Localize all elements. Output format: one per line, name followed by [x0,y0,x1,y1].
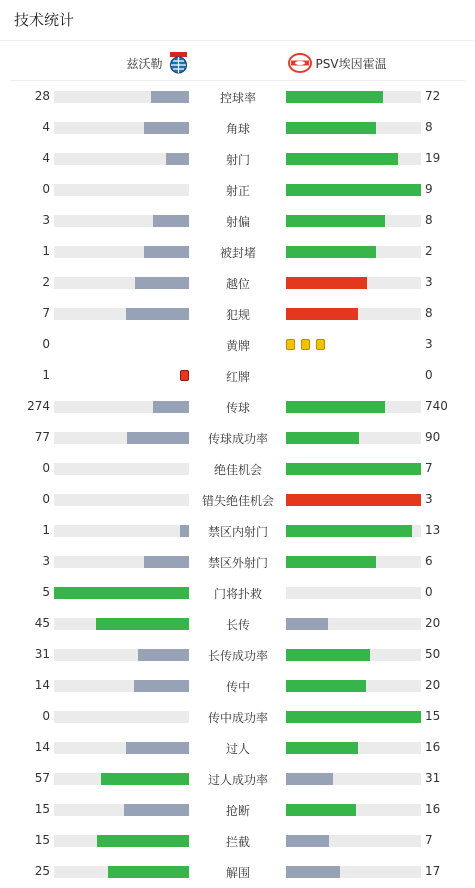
away-bar-fill [286,122,376,134]
home-bar-fill [144,122,189,134]
away-value: 20 [425,678,441,692]
away-value: 3 [425,275,433,289]
stat-label: 禁区内射门 [207,525,268,539]
stat-label: 传中成功率 [207,711,268,725]
stat-label: 射偏 [225,215,250,229]
stat-label: 角球 [225,122,250,136]
home-bar-track [54,432,189,444]
stat-label: 传球 [225,401,250,415]
away-bar-track [286,401,421,413]
away-bar-track [286,494,421,506]
stat-row [0,118,475,138]
home-bar-track [54,773,189,785]
away-bar-fill [286,91,383,103]
away-bar-track [286,91,421,103]
stat-label: 长传 [225,618,250,632]
home-bar-fill [108,866,189,878]
home-bar-track [54,525,189,537]
away-bar-track [286,432,421,444]
stat-label: 被封堵 [219,246,256,260]
stat-row [0,831,475,851]
home-value: 3 [42,213,50,227]
page-title: 技术统计 [14,11,75,29]
away-value: 16 [425,740,441,754]
stat-row [0,614,475,634]
away-bar-fill [286,277,367,289]
home-value: 28 [34,89,50,103]
stat-label: 射门 [225,153,250,167]
away-bar-track [286,866,421,878]
away-bar-fill [286,153,398,165]
stat-row [0,800,475,820]
stat-row [0,676,475,696]
away-value: 0 [425,585,433,599]
stat-label: 错失绝佳机会 [201,494,274,508]
away-bar-track [286,649,421,661]
stat-row [0,552,475,572]
home-bar-fill [101,773,189,785]
away-bar-track [286,308,421,320]
home-bar-fill [96,618,189,630]
home-bar-fill [180,525,189,537]
stat-label: 红牌 [225,370,250,384]
stat-row [0,211,475,231]
away-bar-fill [286,184,421,196]
home-bar-track [54,618,189,630]
home-value: 3 [42,554,50,568]
home-value: 14 [34,678,50,692]
away-team[interactable] [288,52,387,74]
away-bar-track [286,277,421,289]
home-bar-fill [126,308,189,320]
stat-label: 传中 [225,680,250,694]
home-team-logo-icon [169,52,188,74]
stat-row [0,180,475,200]
home-value: 1 [42,244,50,258]
red-card-icon [180,370,189,381]
home-value: 1 [42,368,50,382]
home-bar-track [54,711,189,723]
home-value: 4 [42,151,50,165]
teams-header [10,46,465,81]
home-bar-track [54,184,189,196]
stat-row [0,738,475,758]
home-value: 2 [42,275,50,289]
home-value: 4 [42,120,50,134]
away-value: 2 [425,244,433,258]
home-bar-track [54,153,189,165]
away-bar-track [286,587,421,599]
stat-row [0,428,475,448]
home-bar-fill [97,835,189,847]
home-bar-fill [135,277,189,289]
home-bar-track [54,401,189,413]
home-bar-fill [144,556,189,568]
stat-row [0,87,475,107]
stat-row [0,707,475,727]
away-value: 7 [425,461,433,475]
stat-label: 门将扑救 [213,587,262,601]
home-bar-track [54,680,189,692]
away-bar-track [286,711,421,723]
away-bar-track [286,680,421,692]
away-bar-track [286,835,421,847]
away-bar-fill [286,742,358,754]
stat-label: 禁区外射门 [207,556,268,570]
away-value: 90 [425,430,441,444]
away-bar-track [286,122,421,134]
stat-label: 长传成功率 [207,649,268,663]
away-value: 50 [425,647,441,661]
away-value: 6 [425,554,433,568]
stat-row [0,521,475,541]
home-bar-track [54,804,189,816]
away-value: 31 [425,771,441,785]
home-bar-track [54,463,189,475]
home-bar-track [54,277,189,289]
home-value: 1 [42,523,50,537]
home-bar-track [54,649,189,661]
away-bar-fill [286,866,340,878]
away-bar-fill [286,246,376,258]
stat-row [0,490,475,510]
home-bar-fill [151,91,189,103]
home-value: 25 [34,864,50,878]
stat-label: 拦截 [225,835,250,849]
away-value: 0 [425,368,433,382]
home-bar-track [54,246,189,258]
home-value: 0 [42,182,50,196]
away-value: 19 [425,151,441,165]
home-bar-fill [166,153,189,165]
away-bar-fill [286,463,421,475]
home-bar-track [54,835,189,847]
home-value: 77 [34,430,50,444]
away-bar-track [286,184,421,196]
home-team[interactable] [126,52,187,74]
stat-label: 控球率 [219,91,256,105]
home-value: 7 [42,306,50,320]
home-value: 0 [42,337,50,351]
away-bar-fill [286,556,376,568]
stat-label: 抢断 [225,804,250,818]
away-bar-fill [286,711,421,723]
home-bar-track [54,122,189,134]
home-bar-track [54,494,189,506]
home-bar-track [54,308,189,320]
home-bar-fill [124,804,189,816]
home-bar-fill [153,215,189,227]
stat-label: 射正 [225,184,250,198]
away-value: 9 [425,182,433,196]
home-value: 0 [42,709,50,723]
home-bar-fill [54,587,189,599]
away-value: 15 [425,709,441,723]
away-bar-fill [286,835,329,847]
away-value: 13 [425,523,441,537]
home-value: 31 [34,647,50,661]
home-bar-fill [127,432,189,444]
away-bar-fill [286,804,356,816]
away-bar-fill [286,308,358,320]
away-bar-track [286,804,421,816]
away-value: 3 [425,492,433,506]
home-value: 274 [27,399,50,413]
stat-label: 越位 [225,277,250,291]
home-value: 0 [42,461,50,475]
away-bar-fill [286,618,328,630]
home-bar-track [54,866,189,878]
stat-row [0,769,475,789]
stat-row [0,273,475,293]
stat-row [0,304,475,324]
stat-label: 过人 [225,742,250,756]
stat-row [0,149,475,169]
away-bar-track [286,773,421,785]
away-value: 8 [425,120,433,134]
home-value: 15 [34,802,50,816]
home-bar-fill [138,649,189,661]
away-value: 7 [425,833,433,847]
away-bar-track [286,246,421,258]
stat-row [0,397,475,417]
home-value: 5 [42,585,50,599]
away-bar-fill [286,773,333,785]
yellow-card-icon [316,339,325,350]
away-value: 3 [425,337,433,351]
away-value: 17 [425,864,441,878]
stat-row [0,366,475,386]
stat-row [0,335,475,355]
home-bar-track [54,556,189,568]
stat-label: 解围 [225,866,250,880]
yellow-card-icon [301,339,310,350]
home-value: 15 [34,833,50,847]
home-value: 57 [34,771,50,785]
divider [0,40,475,41]
stat-label: 犯规 [225,308,250,322]
away-bar-track [286,215,421,227]
away-bar-fill [286,649,370,661]
away-bar-fill [286,680,366,692]
home-bar-track [54,91,189,103]
away-bar-fill [286,215,385,227]
stat-label: 绝佳机会 [213,463,262,477]
yellow-card-icon [286,339,295,350]
home-bar-fill [153,401,189,413]
home-bar-fill [126,742,189,754]
stat-row [0,862,475,882]
stat-row [0,583,475,603]
home-bar-fill [144,246,189,258]
stat-label: 过人成功率 [207,773,268,787]
home-bar-track [54,742,189,754]
away-bar-fill [286,525,412,537]
home-bar-track [54,215,189,227]
away-bar-track [286,153,421,165]
stat-label: 传球成功率 [207,432,268,446]
away-value: 72 [425,89,441,103]
home-team-name: 兹沃勒 [126,56,163,71]
away-bar-track [286,463,421,475]
away-cards [286,339,331,351]
away-value: 16 [425,802,441,816]
away-value: 20 [425,616,441,630]
away-bar-track [286,618,421,630]
away-bar-fill [286,401,385,413]
away-value: 740 [425,399,448,413]
stat-row [0,242,475,262]
away-value: 8 [425,306,433,320]
home-bar-fill [134,680,189,692]
home-value: 45 [34,616,50,630]
away-bar-track [286,556,421,568]
stat-row [0,645,475,665]
home-value: 14 [34,740,50,754]
away-team-logo-icon [288,52,312,74]
away-bar-track [286,742,421,754]
away-bar-fill [286,494,421,506]
away-team-name: PSV埃因霍温 [315,56,387,71]
stat-row [0,459,475,479]
away-bar-fill [286,432,359,444]
away-bar-track [286,525,421,537]
home-value: 0 [42,492,50,506]
away-value: 8 [425,213,433,227]
stat-label: 黄牌 [225,339,250,353]
home-bar-track [54,587,189,599]
